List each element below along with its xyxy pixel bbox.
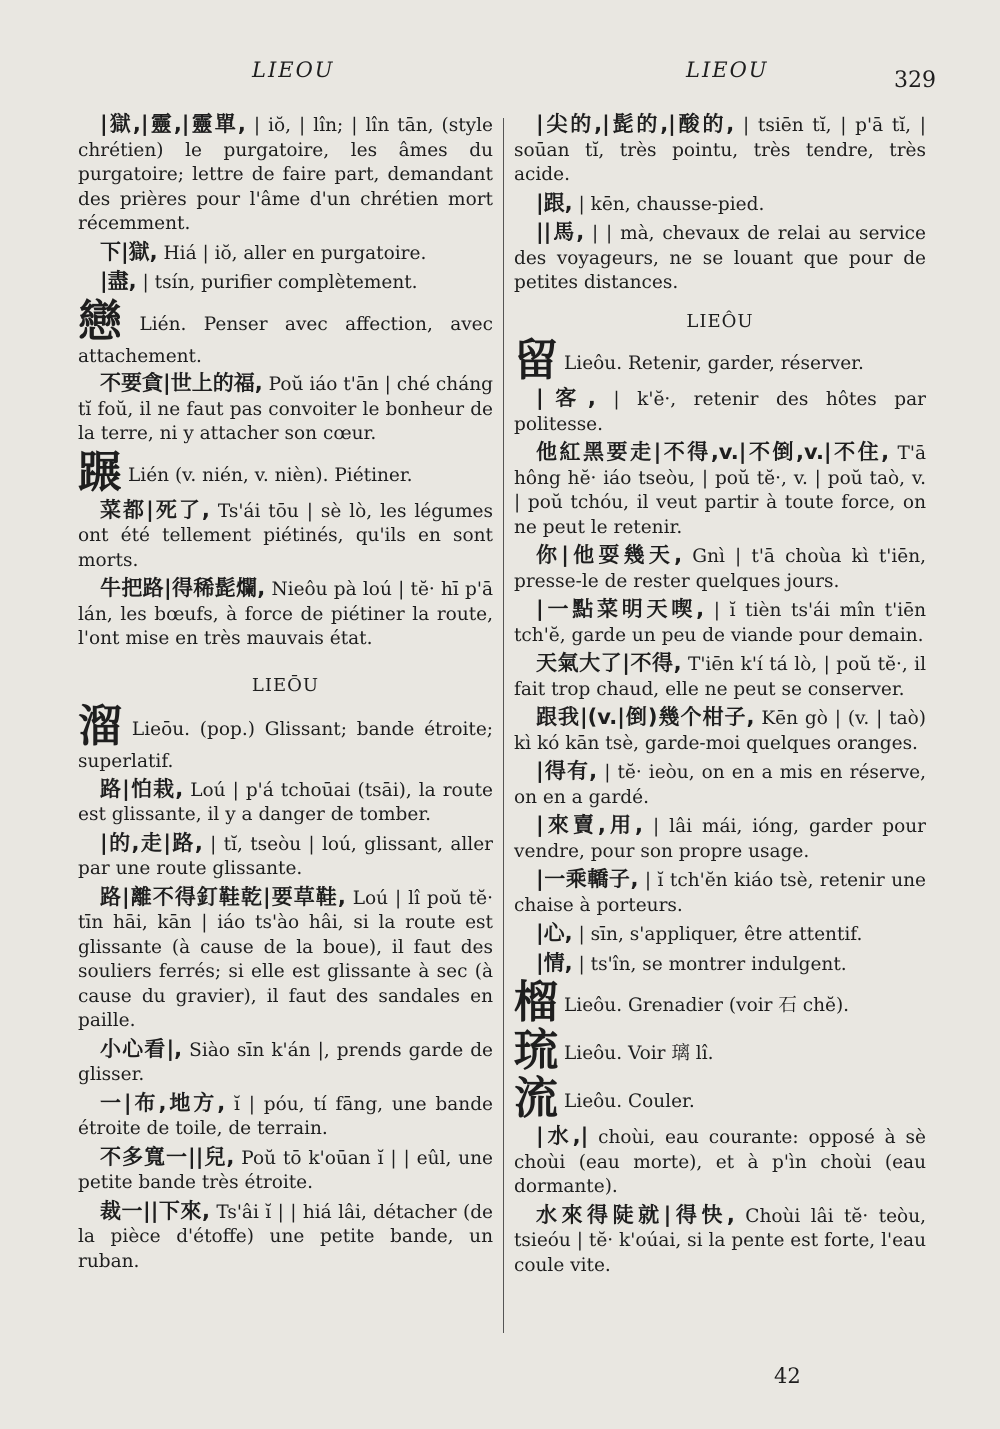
running-head-right: LIEOU (686, 58, 769, 82)
sub-entry (78, 576, 493, 652)
sub-entry (514, 543, 926, 594)
definition: Lieōu. (pop.) Glissant; bande étroite; superlatif. (78, 719, 494, 772)
sub-entry (514, 597, 926, 648)
definition: choùi, eau courante: opposé à sè choùi (eau morte), et à p'ìn choùi (eau dormante). (514, 1127, 926, 1197)
definition: Choùi lâi tĕ· teòu, tsieóu | tĕ· k'oúai, si la pente est forte, l'eau coule vite. (514, 1205, 926, 1276)
sub-entry (514, 1203, 926, 1279)
definition: | sīn, s'appliquer, être attentif. (572, 924, 863, 945)
head-entry (514, 1025, 926, 1076)
head-character: 流 (514, 1073, 558, 1124)
head-entry (78, 701, 494, 775)
chinese-phrase: 水來得陡就|得快, (536, 1202, 735, 1227)
chinese-phrase: 小心看|, (100, 1036, 183, 1061)
running-head-left: LIEOU (252, 58, 335, 82)
chinese-phrase: 菜都|死了, (100, 497, 210, 522)
chinese-phrase: 跟我|(v.|倒)幾个柑子, (536, 705, 755, 729)
sub-entry (514, 951, 926, 978)
chinese-phrase: 路|離不得釘鞋乾|要草鞋, (100, 884, 346, 909)
sub-entry (514, 813, 926, 864)
chinese-phrase: |得有, (536, 759, 598, 783)
head-character: 蹍 (78, 446, 122, 498)
sub-entry (514, 112, 926, 188)
column-divider (503, 118, 504, 1333)
definition: Siào sīn k'án |, prends garde de glisser. (78, 1039, 493, 1085)
definition: | tsiēn tĭ, | p'ā tĭ, | soūan tĭ, très pointu, très tendre, très acide. (514, 115, 926, 185)
definition: | ĭ tch'ĕn kiáo tsè, retenir une chaise à porteurs. (514, 870, 926, 916)
head-entry (78, 446, 493, 498)
sub-entry (514, 386, 926, 437)
chinese-phrase: |一乘轎子, (536, 867, 639, 891)
head-entry (514, 335, 926, 386)
sub-entry (78, 1037, 493, 1088)
definition: | lâi mái, ióng, garder pour vendre, pour son propre usage. (514, 816, 927, 862)
chinese-phrase: 路|怕栽, (100, 776, 184, 801)
definition: | | mà, chevaux de relai au service des voyageurs, ne se louant que pour de petites distances. (514, 223, 926, 293)
definition: Lién. Penser avec affection, avec attachement. (78, 313, 493, 367)
definition: ĭ | póu, tí fāng, une bande étroite de toile, de terrain. (78, 1093, 494, 1139)
head-character: 溜 (78, 701, 126, 752)
definition: Gnì | t'ā choùa kì t'iēn, presse-le de rester quelques jours. (514, 546, 926, 592)
sub-entry (514, 1124, 926, 1200)
sub-entry (514, 191, 926, 218)
definition: Ts'âi ĭ | | hiá lâi, détacher (de la pièce d'étoffe) une petite bande, un ruban. (78, 1201, 493, 1272)
definition: Nieôu pà loú | tĕ· hī p'ā lán, les bœufs, à force de piétiner la route, l'ont mise en très mauvais état. (78, 579, 493, 649)
chinese-phrase: 天氣大了|不得, (536, 651, 682, 675)
sub-entry (78, 371, 493, 447)
chinese-phrase: |跟, (536, 190, 573, 215)
chinese-phrase: 不多寬一||兒, (100, 1144, 235, 1169)
chinese-phrase: |心, (536, 921, 573, 945)
sub-entry (514, 705, 926, 756)
chinese-phrase: 不要貪|世上的福, (100, 371, 263, 395)
sub-entry (78, 885, 493, 1034)
chinese-phrase: 裁一||下來, (100, 1198, 210, 1223)
sub-entry (78, 1199, 493, 1275)
definition: Loú | lî poŭ tĕ· tīn hāi, kān | iáo ts'ào hâi, si la route est glissante (à cause de la boue), il faut des souliers ferrés; si elle est glissante à sec (à cause du gravier), il faut des sandales en paille. (78, 887, 494, 1031)
sub-entry (78, 1145, 493, 1196)
sub-entry (78, 777, 493, 828)
left-column (78, 112, 493, 1277)
definition: Hiá | iŏ, aller en purgatoire. (157, 242, 427, 264)
definition: | tsín, purifier complètement. (136, 272, 418, 293)
definition: | kēn, chausse-pied. (572, 193, 765, 215)
sub-entry (78, 1091, 493, 1142)
definition: Lieôu. Retenir, garder, réserver. (564, 353, 864, 374)
definition: | ĭ tièn ts'ái mîn t'iēn tch'ĕ, garde un peu de viande pour demain. (514, 600, 926, 646)
definition: | ts'în, se montrer indulgent. (572, 953, 847, 975)
section-heading: LIEÔU (686, 310, 754, 332)
sub-entry (514, 651, 926, 702)
chinese-phrase: |尖的,|髭的,|酸的, (536, 112, 735, 136)
sub-entry (78, 269, 493, 296)
definition: Poŭ iáo t'ān | ché cháng tĭ foŭ, il ne faut pas convoiter le bonheur de la terre, ni y attacher son cœur. (78, 374, 493, 444)
definition: Lieôu. Voir 璃 lî. (564, 1043, 714, 1064)
definition: Lién (v. nién, v. nièn). Piétiner. (128, 464, 413, 486)
sub-entry (514, 759, 926, 810)
chinese-phrase: 你|他耍幾天, (536, 543, 683, 567)
chinese-phrase: 牛把路|得稀髭爛, (100, 576, 266, 600)
head-character: 留 (514, 335, 558, 386)
sub-entry (78, 831, 493, 882)
head-entry (514, 1073, 926, 1124)
head-character: 榴 (514, 977, 558, 1028)
chinese-phrase: 下|獄, (100, 239, 158, 264)
definition: Lieôu. Grenadier (voir 石 chĕ). (564, 995, 850, 1016)
definition: | tĕ· ieòu, on en a mis en réserve, on en a gardé. (514, 762, 926, 808)
definition: Ts'ái tōu | sè lò, les légumes ont été tellement piétinés, qu'ils en sont morts. (78, 500, 493, 571)
chinese-phrase: 一|布,地方, (100, 1090, 226, 1115)
chinese-phrase: 他紅黑要走|不得,v.|不倒,v.|不住, (536, 440, 890, 464)
definition: Lieôu. Couler. (564, 1091, 695, 1112)
chinese-phrase: |獄,|靈,|靈單, (100, 112, 246, 136)
sub-entry (78, 112, 493, 237)
sub-entry (78, 498, 493, 574)
chinese-phrase: |水,| (536, 1124, 589, 1148)
definition: | iŏ, | lîn; | lîn tān, (style chrétien) le purgatoire, les âmes du purgatoire; lettre de faire part, demandant des prières pour l'âme d'un chrétien mort récemment. (78, 115, 493, 234)
definition: Poŭ tō k'oūan ĭ | | eûl, une petite bande très étroite. (78, 1147, 493, 1193)
chinese-phrase: |一點菜明天喫, (536, 597, 705, 621)
definition: | k'ĕ·, retenir des hôtes par politesse. (514, 389, 926, 435)
head-entry (514, 977, 926, 1028)
definition: T'iēn k'í tá lò, | poŭ tĕ·, il fait trop chaud, elle ne peut se conserver. (514, 654, 926, 700)
sub-entry (514, 220, 926, 296)
chinese-phrase: ||馬, (536, 220, 585, 244)
chinese-phrase: |客, (536, 386, 596, 410)
page-number: 329 (894, 68, 936, 93)
chinese-phrase: |來賣,用, (536, 813, 644, 837)
definition: | tĭ, tseòu | loú, glissant, aller par une route glissante. (78, 833, 493, 879)
sub-entry (514, 440, 926, 540)
head-character: 琉 (514, 1025, 558, 1076)
chinese-phrase: |的,走|路, (100, 830, 203, 855)
signature-mark: 42 (774, 1364, 801, 1388)
head-entry (78, 295, 493, 370)
chinese-phrase: |盡, (100, 269, 137, 293)
right-column (514, 112, 926, 1281)
sub-entry (514, 867, 926, 918)
sub-entry (514, 921, 926, 948)
chinese-phrase: |情, (536, 950, 573, 975)
section-heading: LIEŌU (251, 674, 320, 696)
definition: Kēn gò | (v. | taò) kì kó kān tsè, garde-moi quelques oranges. (514, 708, 927, 754)
definition: T'ā hông hĕ· iáo tseòu, | poŭ tĕ·, v. | poŭ taò, v. | poŭ tchóu, il veut partir à toute force, on ne peut le retenir. (514, 443, 926, 538)
head-character: 戀 (78, 295, 134, 347)
sub-entry (78, 240, 493, 267)
definition: Loú | p'á tchoūai (tsāi), la route est glissante, il y a danger de tomber. (78, 779, 493, 825)
